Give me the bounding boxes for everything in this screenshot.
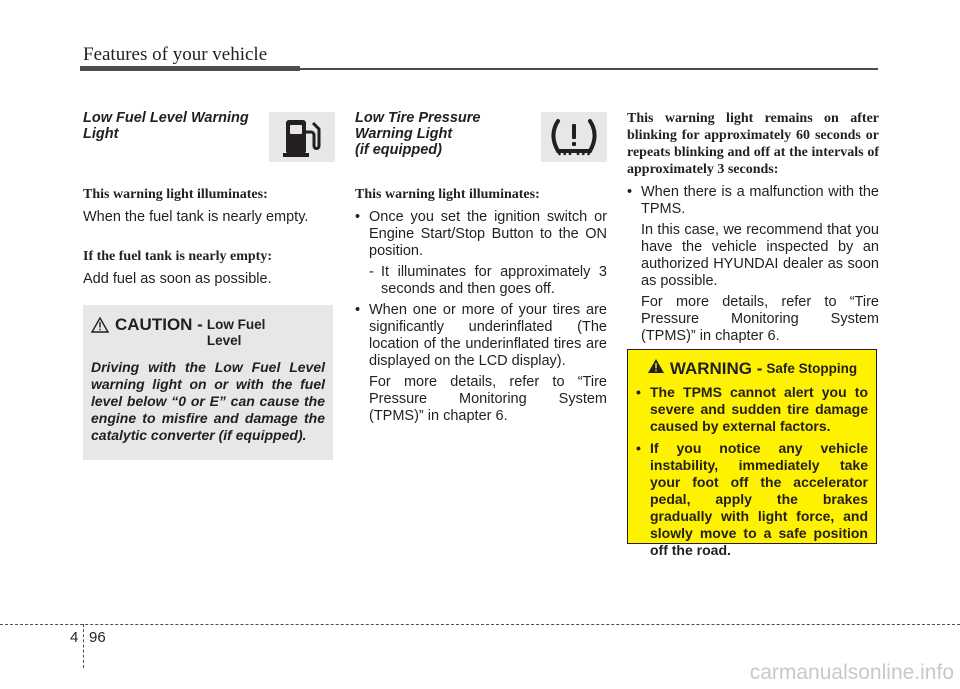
caution-label: CAUTION - [115,315,203,334]
header-rule [80,66,300,71]
watermark: carmanualsonline.info [749,661,954,684]
list-item: • Once you set the ignition switch or Engine Start/Stop Button to the ON position. [355,209,607,259]
column-tire-pressure [355,110,607,425]
warning-box [627,349,877,558]
caution-triangle-icon [91,315,109,338]
page-number: 96 [89,629,106,646]
section-title-low-fuel: Low Fuel Level Warning Light [83,110,249,142]
list-item: • The TPMS cannot alert you to severe and sudden tire damage caused by external factors. [636,384,868,434]
section-title-tire-pressure: Low Tire Pressure Warning Light (if equipped) [355,110,481,158]
page-header-title: Features of your vehicle [83,44,268,65]
chapter-number: 4 [70,629,79,646]
tpms-illuminates-heading: This warning light illuminates: [355,187,540,202]
list-subitem: In this case, we recommend that you have the vehicle inspected by an authorized HYUNDAI dealer as soon as possible. [641,222,879,289]
empty-heading: If the fuel tank is nearly empty: [83,249,272,264]
caution-subject: Low Fuel Level [206,317,266,348]
fuel-pump-icon [269,112,335,162]
column-low-fuel [83,110,335,288]
footer-rule [0,624,960,625]
tire-pressure-icon [541,112,607,162]
list-subitem: - It illuminates for approximately 3 seconds and then goes off. [369,264,607,297]
tpms-blinking-intro: This warning light remains on after blinking for approximately 60 seconds or repeats blinking and off at the intervals of approximately 3 seconds: [627,111,879,177]
warning-triangle-icon [647,358,665,379]
illuminates-text: When the fuel tank is nearly empty. [83,209,309,225]
caution-box [83,305,333,460]
list-item: • When there is a malfunction with the TPMS. [627,184,879,217]
list-subitem: For more details, refer to “Tire Pressure Monitoring System (TPMS)” in chapter 6. [641,294,879,344]
warning-label: WARNING - [669,358,763,378]
header-rule-thin [300,68,878,70]
list-subitem: For more details, refer to “Tire Pressure Monitoring System (TPMS)” in chapter 6. [369,374,607,424]
footer-divider [83,624,84,668]
column-tpms-blinking [627,110,879,345]
warning-subject: Safe Stopping [766,361,858,376]
illuminates-heading: This warning light illuminates: [83,187,268,202]
empty-text: Add fuel as soon as possible. [83,271,272,287]
list-item: • When one or more of your tires are significantly underinflated (The location of the underinflated tires are displayed on the LCD display). [355,302,607,369]
list-item: • If you notice any vehicle instability, immediately take your foot off the accelerator pedal, apply the brakes gradually with light force, and slowly move to a safe position off the road. [636,440,868,558]
caution-body: Driving with the Low Fuel Level warning light on or with the fuel level below “0 or E” can cause the engine to misfire and damage the catalytic converter (if equipped). [91,359,325,443]
